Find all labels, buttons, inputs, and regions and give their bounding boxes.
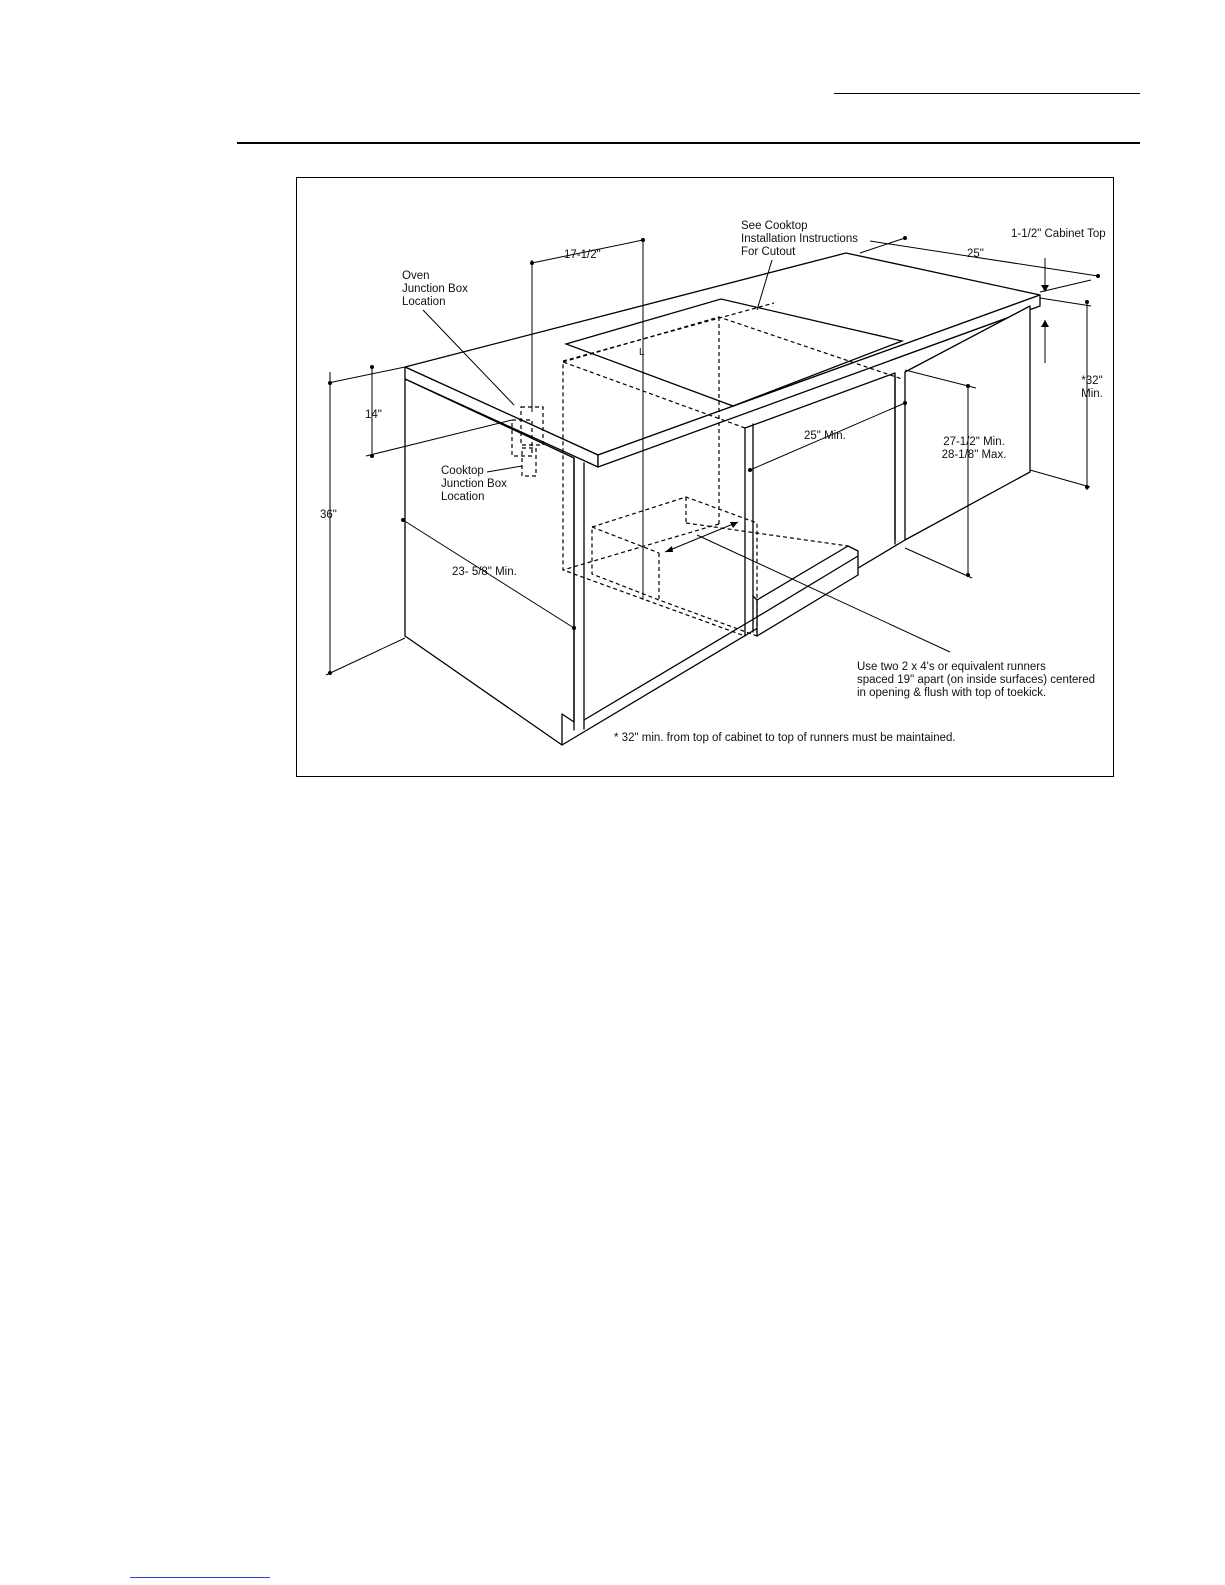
label-centerline: L: [639, 347, 645, 358]
label-dim-25: 25": [967, 248, 984, 260]
footer-link-underline: [130, 1577, 270, 1578]
label-cabinet-top: 1-1/2" Cabinet Top: [1011, 228, 1106, 240]
label-dim-36: 36": [320, 509, 337, 521]
label-footnote: * 32" min. from top of cabinet to top of runners must be maintained.: [614, 732, 956, 744]
label-cooktop-junction-box: Cooktop Junction Box Location: [441, 465, 507, 503]
label-dim-17-1-2: 17-1/2": [564, 249, 601, 261]
label-see-cooktop: See Cooktop Installation Instructions For Cutout: [741, 220, 858, 258]
label-dim-32-min: *32" Min.: [1081, 375, 1103, 400]
label-dim-14: 14": [365, 409, 382, 421]
label-dim-25-min: 25" Min.: [804, 430, 846, 442]
runner-front: [757, 546, 858, 636]
label-dim-27-28: 27-1/2" Min. 28-1/8" Max.: [941, 436, 1007, 461]
toekick-line: [584, 617, 757, 720]
label-dim-23-5-8: 23- 5/8" Min.: [452, 566, 517, 578]
label-oven-junction-box: Oven Junction Box Location: [402, 270, 468, 308]
label-runners-note: Use two 2 x 4's or equivalent runners spaced 19" apart (on inside surfaces) centered in opening & flush with top of toekick.: [857, 661, 1096, 699]
